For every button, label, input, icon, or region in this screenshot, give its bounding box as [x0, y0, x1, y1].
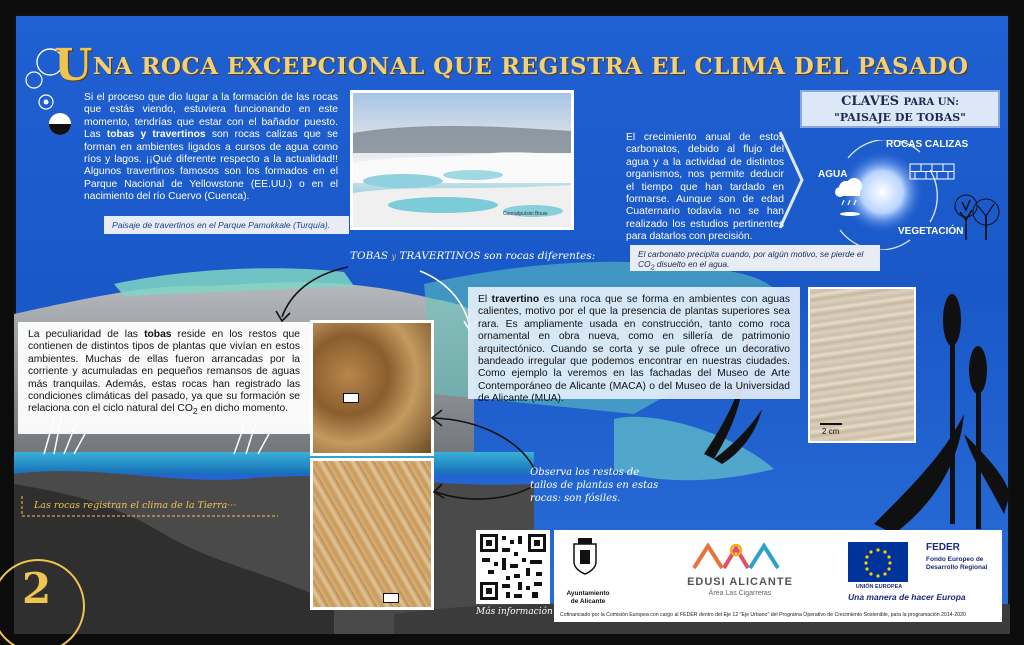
edusi-sub-text: Área Las Cigarreras	[708, 590, 772, 597]
travertine-terraces-image	[353, 93, 571, 227]
toba-photo-bottom	[310, 458, 434, 610]
label-agua: AGUA	[818, 169, 848, 180]
qr-code-icon	[480, 534, 546, 600]
edusi-logo-icon	[690, 538, 790, 572]
union-europea-text: UNIÓN EUROPEA	[855, 584, 903, 590]
toba-photo-top	[310, 320, 434, 456]
intro-text: Si el proceso que dio lugar a la formación de las rocas que estás viendo, estuviera funcionando en este momento, tendrías que estar con el bañador puesto. Las tobas y travertinos son rocas calizas que se forman en ambientes ligados a cursos de agua como ríos y lagos. ¡¡Qué diferente respecto a la actualidad!! Algunos travertinos famosos son los formados en el Parque Nacional de Yellowstone (EE.UU.) o en el nacimiento del río Cuervo (Cuenca).	[84, 92, 338, 203]
edusi-logo-text: EDUSI ALICANTE	[687, 576, 793, 588]
mas-info-label: Más información	[476, 607, 553, 617]
qr-code[interactable]	[476, 530, 550, 604]
tobas-travertinos-label: TOBAS y TRAVERTINOS son rocas diferentes:	[350, 250, 596, 262]
travertine-slab-photo	[808, 287, 916, 443]
travertino-box: El travertino es una roca que se forma en ambientes con aguas calientes, motivo por el que la presencia de plantas superiores sea rara. Es ampliamente usada en construcción, tanto como roca ornamental en obra nueva, como en sillería de patrimonio arquitectónico. Cuando se corta y se pule ofrece un decorativo bandeado irregular que podemos encontrar en nuestras ciudades. Como ejemplo la veremos en las fachadas del Museo de Arte Contemporáneo de Alicante (MACA) o del Museo de la Universidad de Alicante (MUA).	[468, 287, 800, 399]
funding-note: Cofinanciado por la Comisión Europea con cargo al FEDER dentro del Eje 12 "Eje Urbano" del Programa Operativo de Crecimiento Sostenible, para la programación 2014-2020	[560, 612, 966, 618]
pamukkale-photo	[350, 90, 574, 230]
eu-flag-icon	[848, 542, 908, 582]
eu-motto: Una manera de hacer Europa	[848, 592, 966, 602]
feder-sub-text: Fondo Europeo de Desarrollo Regional	[926, 556, 988, 571]
scale-bar	[820, 423, 842, 425]
page-title: UNA ROCA EXCEPCIONAL QUE REGISTRA EL CLIMA DEL PASADO	[54, 40, 969, 91]
tobas-box: La peculiaridad de las tobas reside en los restos que contienen de distintos tipos de plantas que vivían en estos ambientes. Muchas de ellas fueron arrancadas por la corriente y acumuladas en pequeños remansos de aguas más tranquilas. Además, estas rocas han registrado las condiciones climáticas del pasado, ya que su formación se relaciona con el ciclo natural del $CO_2$ en dicho momento.	[18, 322, 310, 434]
scale-marker	[343, 393, 359, 403]
clima-label-frame	[20, 494, 280, 518]
panel-number: 2	[22, 564, 52, 613]
label-rocas-calizas: ROCAS CALIZAS	[886, 139, 969, 150]
feder-text: FEDER	[926, 542, 960, 553]
pamukkale-caption: Paisaje de travertinos en el Parque Pamukkale (Turquía).	[104, 216, 349, 234]
claves-header: CLAVES PARA UN: "PAISAJE DE TOBAS"	[800, 90, 1000, 128]
label-vegetacion: VEGETACIÓN	[898, 226, 964, 237]
clima-label: Las rocas registran el clima de la Tierra···	[34, 500, 237, 511]
ayuntamiento-logo-text: Ayuntamiento de Alicante	[566, 590, 610, 605]
fossil-note: Observa los restos de tallos de plantas en estas rocas: son fósiles.	[530, 467, 659, 504]
growth-text: El crecimiento anual de estos carbonatos, debido al flujo del agua y a la actividad de distintos organismos, nos permite deducir el tiempo que han tardado en formarse. Aunque son de edad Cuaternario todavía no se han realizado los estudios pertinentes para datarlos con precisión.	[626, 132, 784, 243]
carbonate-note: El carbonato precipita cuando, por algún motivo, se pierde el $CO_2$ disuelto en el agua.	[630, 245, 880, 271]
photo-credit: Conradpulsini Bouw	[503, 211, 548, 217]
scale-label: 2 cm	[822, 427, 840, 436]
city-shield-icon	[570, 536, 600, 576]
logos-box	[554, 530, 1002, 622]
scale-marker	[383, 593, 399, 603]
